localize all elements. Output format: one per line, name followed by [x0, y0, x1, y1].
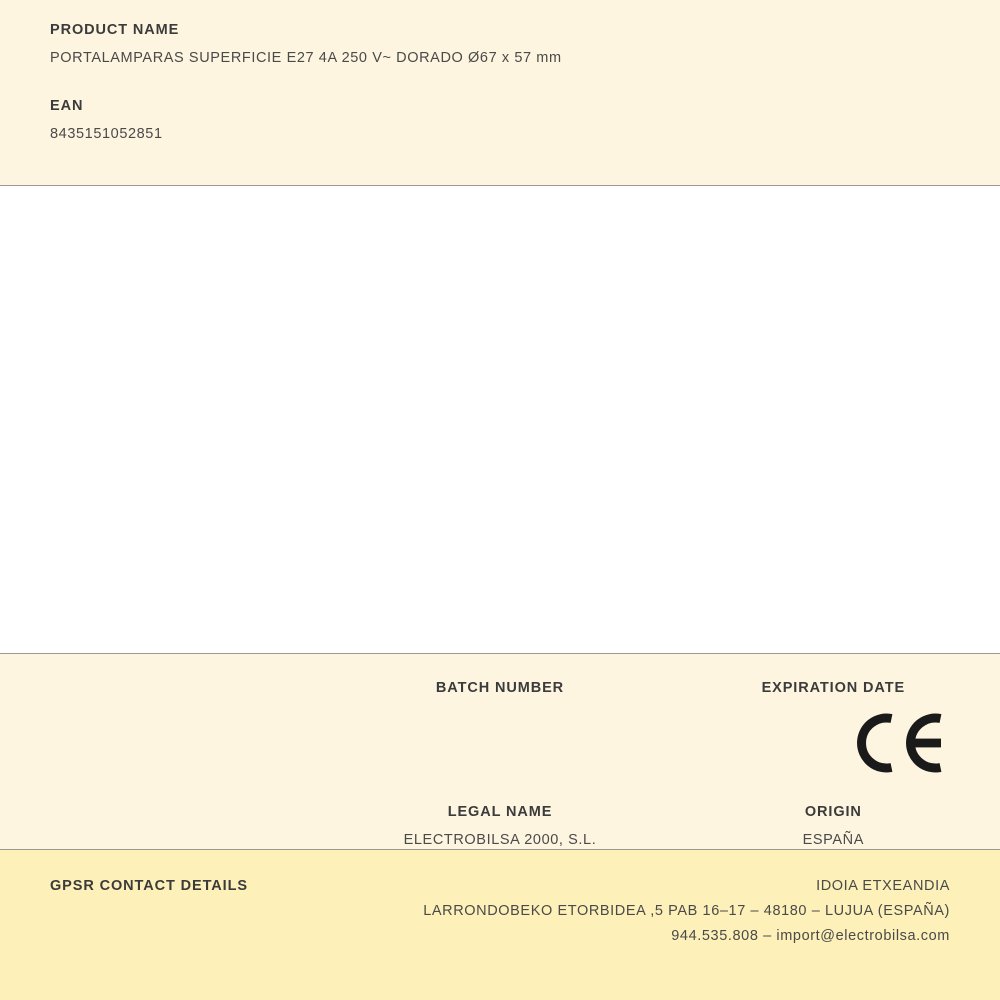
ean-value: 8435151052851 [50, 126, 163, 142]
legal-name-label: LEGAL NAME [447, 804, 553, 820]
gpsr-contact-name: IDOIA ETXEANDIA [816, 878, 950, 894]
info-cell-spacer-left [0, 680, 333, 720]
gpsr-contact-address: LARRONDOBEKO ETORBIDEA ,5 PAB 16–17 – 48180 – LUJUA (ESPAÑA) [423, 903, 950, 919]
product-info-block [0, 0, 1000, 186]
batch-number-label: BATCH NUMBER [435, 680, 565, 696]
legal-name-value: ELECTROBILSA 2000, S.L. [403, 832, 597, 848]
gpsr-contact-details [423, 878, 950, 953]
spacer [50, 66, 950, 98]
info-cell-spacer-left-2 [0, 804, 333, 850]
batch-number-value [333, 702, 666, 720]
origin-value: ESPAÑA [802, 832, 864, 848]
ce-mark-icon [856, 712, 948, 774]
info-row-batch-expiration [0, 654, 1000, 720]
batch-number-cell [333, 680, 666, 720]
origin-label: ORIGIN [804, 804, 862, 820]
gpsr-contact-label: GPSR CONTACT DETAILS [50, 878, 248, 894]
gpsr-footer-block [0, 850, 1000, 1000]
origin-cell [667, 804, 1000, 850]
product-name-label: PRODUCT NAME [50, 22, 180, 38]
product-name-value: PORTALAMPARAS SUPERFICIE E27 4A 250 V~ DORADO Ø67 x 57 mm [50, 50, 562, 66]
expiration-date-value [667, 702, 1000, 720]
legal-name-cell [333, 804, 666, 850]
info-row-legal-origin [0, 778, 1000, 850]
blank-content-area [0, 186, 1000, 654]
batch-legal-info-block [0, 654, 1000, 850]
expiration-date-cell [667, 680, 1000, 720]
expiration-date-label: EXPIRATION DATE [761, 680, 906, 696]
gpsr-contact-phone-email: 944.535.808 – import@electrobilsa.com [671, 928, 950, 944]
ean-label: EAN [50, 98, 84, 114]
